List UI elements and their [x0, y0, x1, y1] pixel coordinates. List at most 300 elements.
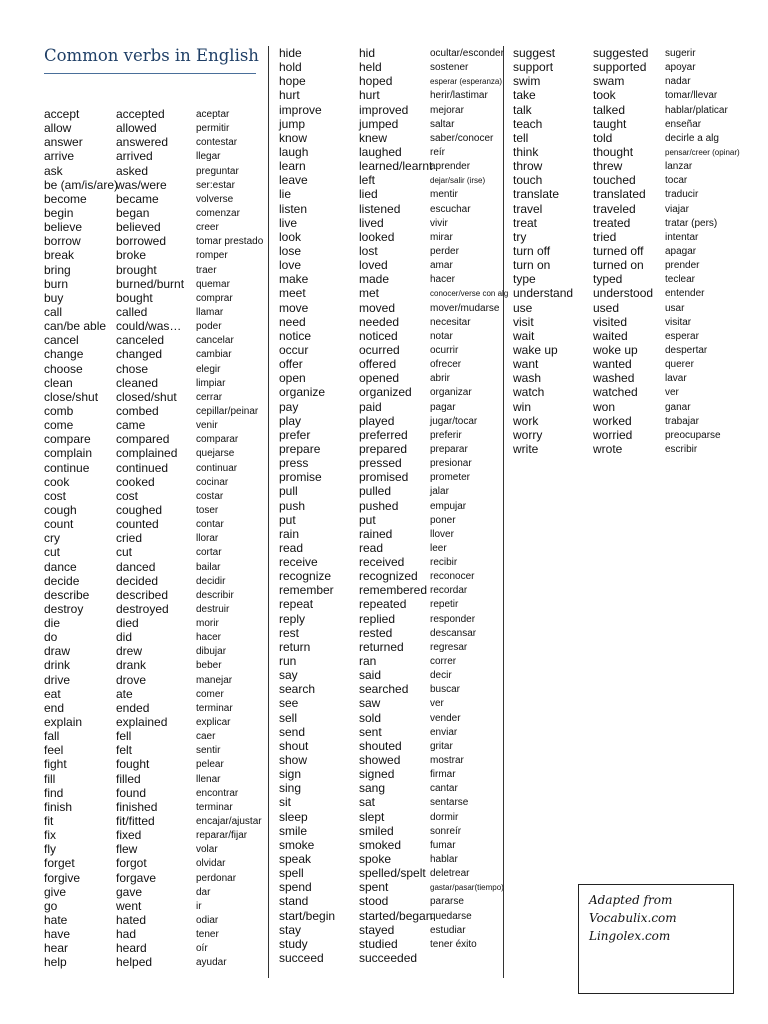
verb-past-form: took [593, 88, 616, 103]
verb-base-form: repeat [279, 597, 314, 612]
verb-base-form: answer [44, 135, 83, 150]
verb-base-form: draw [44, 644, 71, 659]
verb-base-form: change [44, 347, 84, 362]
verb-past-form: touched [593, 173, 636, 188]
verb-spanish-translation: tomar prestado [196, 236, 264, 248]
credit-line: Adapted from [589, 893, 673, 907]
verb-base-form: bring [44, 262, 71, 277]
verb-spanish-translation: mejorar [430, 104, 464, 116]
verb-spanish-translation: describir [196, 589, 234, 601]
verb-spanish-translation: ver [430, 698, 444, 710]
verb-base-form: cancel [44, 333, 79, 348]
verb-past-form: flew [116, 842, 138, 857]
verb-spanish-translation: ocultar/esconder [430, 48, 504, 59]
verb-base-form: jump [279, 116, 306, 131]
verb-spanish-translation: sentarse [430, 797, 469, 809]
verb-spanish-translation: tomar/llevar [665, 90, 718, 102]
verb-spanish-translation: terminar [196, 801, 233, 813]
verb-base-form: travel [513, 201, 543, 216]
verb-past-form: rained [359, 526, 393, 541]
verb-base-form: suggest [513, 46, 556, 60]
verb-base-form: write [513, 441, 539, 456]
verb-past-form: heard [116, 941, 147, 956]
verb-past-form: knew [359, 130, 388, 145]
verb-spanish-translation: sonreír [430, 825, 462, 837]
verb-past-form: drove [116, 672, 147, 687]
verb-past-form: spelled/spelt [359, 866, 426, 881]
verb-past-form: organized [359, 385, 412, 400]
verb-spanish-translation: entender [665, 288, 705, 300]
verb-past-form: spoke [359, 852, 392, 867]
verb-base-form: find [44, 785, 64, 800]
verb-past-form: listened [359, 201, 401, 216]
verb-spanish-translation: cortar [196, 547, 222, 559]
verb-base-form: fill [44, 771, 56, 786]
verb-past-form: stayed [359, 922, 395, 937]
verb-base-form: read [279, 540, 304, 555]
verb-spanish-translation: teclear [665, 274, 696, 286]
verb-base-form: stand [279, 894, 309, 909]
verb-spanish-translation: terminar [196, 702, 233, 714]
verb-past-form: threw [593, 159, 623, 174]
verb-base-form: borrow [44, 234, 81, 249]
verb-base-form: complain [44, 446, 93, 461]
verb-spanish-translation: amar [430, 260, 453, 272]
verb-base-form: pull [279, 484, 298, 499]
verb-spanish-translation: ocurrir [430, 344, 459, 356]
verb-past-form: drew [116, 644, 143, 659]
verb-spanish-translation: apoyar [665, 62, 696, 74]
verb-base-form: recognize [279, 569, 332, 584]
verb-spanish-translation: costar [196, 490, 224, 502]
verb-spanish-translation: visitar [665, 316, 692, 328]
verb-spanish-translation: tocar [665, 175, 688, 187]
verb-past-form: hurt [359, 88, 380, 103]
verb-spanish-translation: odiar [196, 915, 219, 927]
verb-past-form: promised [359, 470, 409, 485]
verb-base-form: use [513, 300, 533, 315]
verb-base-form: reply [279, 611, 306, 626]
verb-past-form: showed [359, 753, 401, 768]
verb-spanish-translation: mirar [430, 231, 453, 243]
verb-past-form: needed [359, 314, 400, 329]
verb-spanish-translation: prender [665, 260, 700, 272]
verb-past-form: danced [116, 559, 156, 574]
base-form-column [279, 46, 335, 965]
verb-spanish-translation: caer [196, 731, 216, 743]
verb-past-form: washed [593, 371, 635, 386]
verb-spanish-translation: esperar [665, 330, 699, 342]
verb-base-form: learn [279, 159, 306, 174]
verb-past-form: learned/learnt [359, 159, 433, 174]
verb-past-form: finished [116, 799, 158, 814]
verb-spanish-translation: escribir [665, 443, 698, 455]
verb-past-form: held [359, 60, 382, 75]
verb-past-form: fell [116, 729, 132, 744]
verb-spanish-translation: aprender [430, 161, 471, 173]
verb-spanish-translation: presionar [430, 458, 472, 470]
verb-past-form: forgot [116, 856, 147, 871]
verb-base-form: cost [44, 488, 67, 503]
verb-base-form: close/shut [44, 389, 99, 404]
verb-spanish-translation: dibujar [196, 646, 227, 658]
verb-past-form: came [116, 418, 146, 433]
verb-spanish-translation: vender [430, 712, 461, 724]
verb-past-form: saw [359, 696, 381, 711]
verb-past-form: cooked [116, 474, 155, 489]
verb-base-form: stay [279, 922, 302, 937]
verb-base-form: promise [279, 470, 322, 485]
verb-base-form: wait [513, 328, 535, 343]
verb-past-form: waited [593, 328, 628, 343]
verb-past-form: hoped [359, 74, 393, 89]
verb-base-form: go [44, 898, 58, 913]
verb-spanish-translation: contestar [196, 137, 238, 149]
verb-spanish-translation: jalar [430, 486, 449, 498]
verb-base-form: turn off [513, 243, 551, 258]
verb-past-form: replied [359, 611, 396, 626]
verb-past-form: answered [116, 135, 169, 150]
verb-base-form: take [513, 88, 536, 103]
verb-past-form: typed [593, 272, 623, 287]
verb-past-form: played [359, 413, 395, 428]
verb-base-form: play [279, 413, 302, 428]
verb-past-form: slept [359, 809, 385, 824]
verb-base-form: fit [44, 814, 54, 829]
verb-base-form: teach [513, 116, 543, 131]
verb-base-form: comb [44, 403, 74, 418]
verb-spanish-translation: gritar [430, 740, 453, 752]
verb-base-form: spell [279, 866, 304, 881]
verb-spanish-translation: ser:estar [196, 179, 235, 191]
verb-past-form: went [116, 898, 142, 913]
verb-base-form: tell [513, 130, 529, 145]
past-tense-column [359, 46, 432, 965]
verb-past-form: bought [116, 290, 153, 305]
verb-base-form: hate [44, 913, 68, 928]
credit-line: Vocabulix.com [589, 911, 677, 925]
verb-spanish-translation: dejar/salir (irse) [430, 176, 486, 186]
verb-spanish-translation: pagar [430, 401, 456, 413]
verb-past-form: offered [359, 357, 397, 372]
verb-past-form: worried [593, 427, 633, 442]
verb-base-form: drink [44, 658, 71, 673]
verb-past-form: sat [359, 795, 376, 810]
verb-base-form: cry [44, 531, 60, 546]
verb-past-form: talked [593, 102, 626, 117]
verb-spanish-translation: poner [430, 514, 456, 526]
verb-past-form: brought [116, 262, 157, 277]
verb-base-form: think [513, 144, 539, 159]
verb-base-form: finish [44, 799, 73, 814]
verb-past-form: taught [593, 116, 627, 131]
column-divider [268, 46, 269, 978]
verb-spanish-translation: cepillar/peinar [196, 405, 259, 417]
verb-base-form: eat [44, 686, 61, 701]
verb-past-form: won [593, 399, 616, 414]
verb-past-form: hid [359, 46, 376, 60]
verb-past-form: ocurred [359, 342, 400, 357]
verb-base-form: fly [44, 842, 56, 857]
verb-base-form: sign [279, 767, 302, 782]
verb-spanish-translation: gastar/pasar(tiempo) [430, 883, 504, 893]
verb-past-form: could/was… [116, 319, 182, 334]
verb-spanish-translation: tratar (pers) [665, 217, 718, 229]
verb-base-form: visit [513, 314, 534, 329]
verb-past-form: coughed [116, 502, 163, 517]
verb-base-form: decide [44, 573, 80, 588]
verb-base-form: study [279, 936, 308, 951]
verb-spanish-translation: decir [430, 670, 452, 682]
verb-base-form: allow [44, 121, 72, 136]
verb-base-form: break [44, 248, 75, 263]
verb-base-form: remember [279, 583, 334, 598]
verb-base-form: smile [279, 823, 308, 838]
verb-past-form: said [359, 668, 382, 683]
verb-spanish-translation: bailar [196, 561, 221, 573]
verb-past-form: arrived [116, 149, 153, 164]
spanish-column [665, 47, 740, 457]
verb-spanish-translation: prometer [430, 472, 471, 484]
verb-past-form: allowed [116, 121, 157, 136]
verb-past-form: improved [359, 102, 409, 117]
verb-spanish-translation: limpiar [196, 377, 226, 389]
verb-past-form: noticed [359, 328, 398, 343]
verb-past-form: prepared [359, 441, 408, 456]
verb-base-form: shout [279, 738, 309, 753]
verb-spanish-translation: regresar [430, 641, 468, 653]
verb-base-form: understand [513, 286, 574, 301]
verb-spanish-translation: decidir [196, 575, 226, 587]
verb-base-form: explain [44, 715, 83, 730]
verb-base-form: hear [44, 941, 69, 956]
verb-base-form: press [279, 456, 309, 471]
verb-past-form: destroyed [116, 601, 169, 616]
verb-base-form: destroy [44, 601, 84, 616]
verb-past-form: cut [116, 545, 133, 560]
verb-base-form: work [513, 413, 539, 428]
verb-spanish-translation: manejar [196, 674, 233, 686]
verb-base-form: meet [279, 286, 306, 301]
verb-spanish-translation: escuchar [430, 203, 471, 215]
base-form-column [44, 107, 118, 970]
verb-past-form: ended [116, 700, 150, 715]
verb-past-form: decided [116, 573, 159, 588]
verb-spanish-translation: conocer/verse con alg [430, 289, 509, 299]
verb-past-form: drank [116, 658, 147, 673]
verb-past-form: loved [359, 258, 388, 273]
verb-base-form: make [279, 272, 309, 287]
verb-spanish-translation: pensar/creer (opinar) [665, 147, 740, 157]
verb-spanish-translation: quemar [196, 278, 230, 290]
verb-base-form: send [279, 724, 306, 739]
verb-past-form: understood [593, 286, 654, 301]
verb-spanish-translation: explicar [196, 717, 231, 729]
verb-spanish-translation: usar [665, 302, 685, 314]
verb-base-form: worry [513, 427, 543, 442]
verb-base-form: compare [44, 432, 91, 447]
verb-base-form: occur [279, 342, 309, 357]
verb-base-form: watch [513, 385, 545, 400]
verb-spanish-translation: viajar [665, 203, 689, 215]
verb-past-form: spent [359, 880, 389, 895]
verb-past-form: felt [116, 743, 133, 758]
verb-past-form: changed [116, 347, 163, 362]
verb-base-form: run [279, 654, 297, 669]
verb-base-form: push [279, 498, 306, 513]
verb-spanish-translation: notar [430, 330, 453, 342]
spanish-column [196, 108, 263, 971]
verb-spanish-translation: descansar [430, 627, 477, 639]
verb-past-form: fixed [116, 828, 142, 843]
verb-spanish-translation: llamar [196, 306, 224, 318]
verb-spanish-translation: quejarse [196, 448, 235, 460]
verb-base-form: sell [279, 710, 298, 725]
verb-base-form: look [279, 229, 302, 244]
verb-past-form: shouted [359, 738, 402, 753]
verb-base-form: listen [279, 201, 308, 216]
verb-spanish-translation: organizar [430, 387, 472, 399]
verb-base-form: can/be able [44, 319, 107, 334]
verb-base-form: sleep [279, 809, 308, 824]
verb-past-form: traveled [593, 201, 636, 216]
verb-spanish-translation: reconocer [430, 571, 475, 583]
verb-base-form: start/begin [279, 908, 336, 923]
verb-past-form: worked [593, 413, 632, 428]
verb-past-form: left [359, 173, 376, 188]
verb-base-form: count [44, 517, 74, 532]
verb-past-form: rested [359, 625, 393, 640]
verb-spanish-translation: enseñar [665, 118, 702, 130]
verb-past-form: became [116, 191, 159, 206]
page-title: Common verbs in English [44, 46, 259, 65]
verb-base-form: touch [513, 173, 543, 188]
past-tense-column [593, 46, 653, 456]
verb-spanish-translation: perdonar [196, 872, 237, 884]
verb-base-form: open [279, 371, 306, 386]
verb-spanish-translation: sentir [196, 745, 221, 757]
verb-base-form: hide [279, 46, 302, 60]
verb-base-form: sing [279, 781, 302, 796]
verb-base-form: leave [279, 173, 308, 188]
verb-base-form: notice [279, 328, 312, 343]
verb-base-form: fix [44, 828, 56, 843]
verb-spanish-translation: morir [196, 618, 219, 630]
verb-past-form: wrote [593, 441, 623, 456]
title-underline [44, 73, 256, 74]
verb-spanish-translation: nadar [665, 76, 691, 88]
verb-spanish-translation: lanzar [665, 161, 693, 173]
verb-spanish-translation: recibir [430, 557, 458, 569]
verb-past-form: found [116, 785, 147, 800]
verb-spanish-translation: empujar [430, 500, 467, 512]
verb-base-form: show [279, 753, 308, 768]
verb-base-form: love [279, 258, 302, 273]
verb-spanish-translation: cantar [430, 783, 458, 795]
verb-spanish-translation: aceptar [196, 109, 230, 120]
verb-spanish-translation: recordar [430, 585, 468, 597]
verb-spanish-translation: leer [430, 542, 447, 554]
verb-past-form: swam [593, 74, 625, 89]
verb-past-form: met [359, 286, 380, 301]
verb-base-form: drive [44, 672, 71, 687]
verb-spanish-translation: mentir [430, 189, 458, 201]
verb-past-form: translated [593, 187, 646, 202]
verb-base-form: want [513, 357, 539, 372]
verb-spanish-translation: hablar [430, 854, 458, 866]
verb-base-form: cook [44, 474, 70, 489]
verb-base-form: wash [513, 371, 542, 386]
verb-past-form: put [359, 512, 376, 527]
verb-spanish-translation: decirle a alg [665, 132, 719, 144]
verb-past-form: sang [359, 781, 386, 796]
verb-base-form: become [44, 191, 87, 206]
verb-base-form: feel [44, 743, 64, 758]
verb-base-form: buy [44, 290, 64, 305]
verb-past-form: began [116, 205, 150, 220]
verb-spanish-translation: continuar [196, 462, 238, 474]
verb-past-form: fit/fitted [116, 814, 155, 829]
verb-past-form: woke up [593, 342, 638, 357]
verb-spanish-translation: permitir [196, 123, 230, 135]
verb-base-form: help [44, 955, 67, 970]
verb-spanish-translation: contar [196, 519, 224, 531]
verb-past-form: supported [593, 60, 647, 75]
verb-base-form: fall [44, 729, 60, 744]
verb-spanish-translation: saltar [430, 118, 455, 130]
verb-base-form: swim [513, 74, 541, 89]
verb-base-form: know [279, 130, 308, 145]
verb-spanish-translation: hacer [196, 632, 222, 644]
verb-past-form: treated [593, 215, 631, 230]
verb-spanish-translation: poder [196, 321, 222, 333]
verb-spanish-translation: creer [196, 222, 219, 234]
verb-spanish-translation: hacer [430, 274, 456, 286]
verb-spanish-translation: buscar [430, 684, 461, 696]
verb-past-form: canceled [116, 333, 165, 348]
verb-spanish-translation: ir [196, 900, 202, 912]
verb-past-form: turned on [593, 258, 644, 273]
verb-past-form: thought [593, 144, 634, 159]
verb-spanish-translation: reír [430, 146, 445, 158]
verb-base-form: speak [279, 852, 312, 867]
verb-past-form: turned off [593, 243, 644, 258]
verb-spanish-translation: querer [665, 359, 694, 371]
verb-past-form: gave [116, 884, 143, 899]
verb-base-form: rain [279, 526, 300, 541]
verb-spanish-translation: ayudar [196, 957, 227, 969]
verb-spanish-translation: dormir [430, 811, 459, 823]
verb-past-form: stood [359, 894, 389, 909]
verb-base-form: return [279, 639, 311, 654]
verb-past-form: smoked [359, 837, 402, 852]
verb-base-form: ask [44, 163, 63, 178]
verb-spanish-translation: ver [665, 387, 679, 399]
verb-base-form: clean [44, 375, 73, 390]
verb-spanish-translation: cocinar [196, 476, 229, 488]
verb-base-form: organize [279, 385, 326, 400]
verb-spanish-translation: volar [196, 844, 218, 856]
verb-spanish-translation: apagar [665, 245, 697, 257]
verb-past-form: chose [116, 361, 149, 376]
verb-spanish-translation: ganar [665, 401, 691, 413]
verb-spanish-translation: comparar [196, 434, 239, 446]
verb-spanish-translation: mostrar [430, 755, 464, 767]
verb-past-form: combed [116, 403, 159, 418]
verb-spanish-translation: intentar [665, 231, 699, 243]
verb-past-form: started/began [359, 908, 433, 923]
verb-spanish-translation: traducir [665, 189, 699, 201]
